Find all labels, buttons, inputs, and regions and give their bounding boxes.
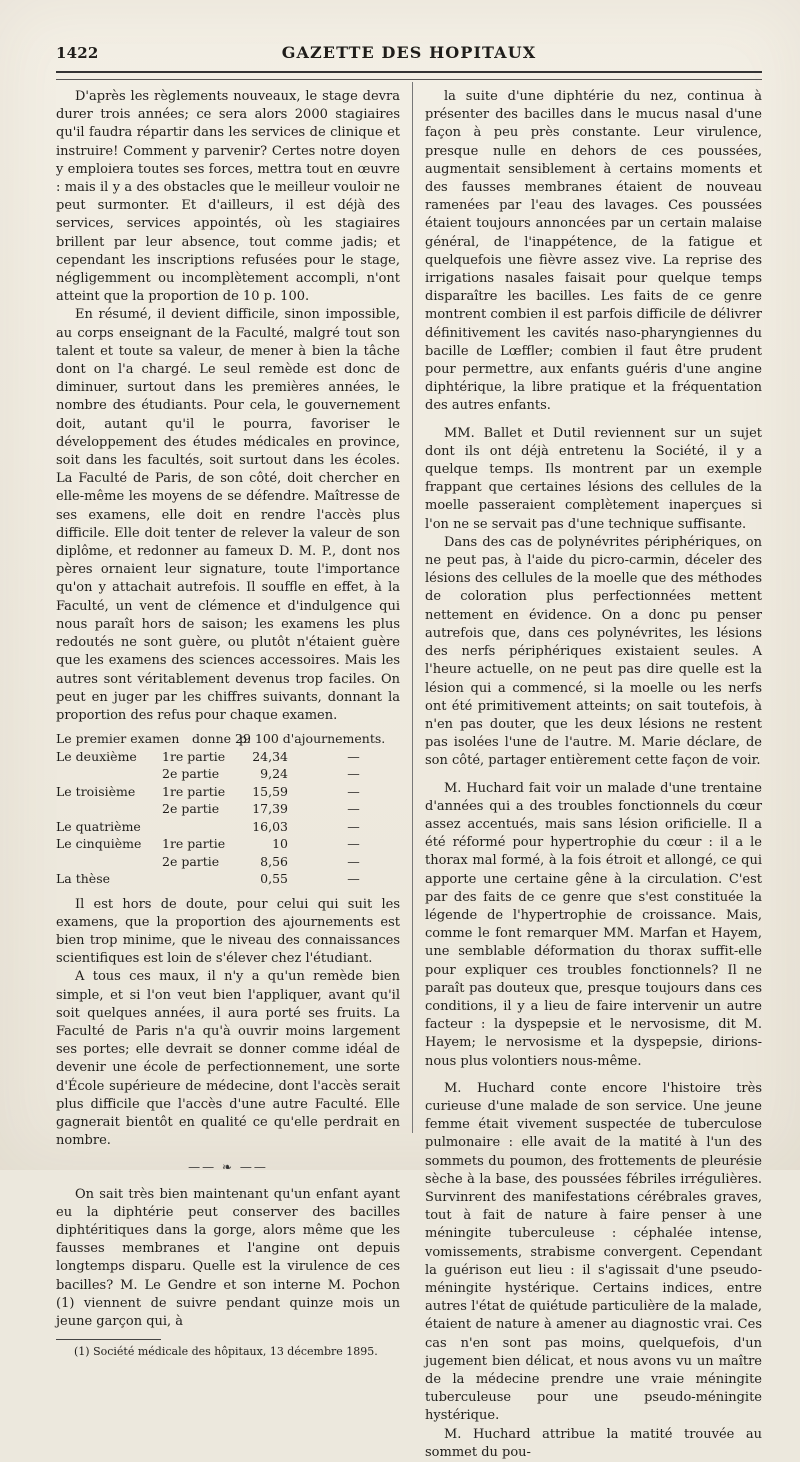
exam-row-fifth-part-two [56, 853, 400, 871]
exam-dash: — [347, 853, 360, 869]
article-paragraph: la suite d'une diphtérie du nez, continua à présenter des bacilles dans le mucus nasal d'une façon à peu près constante. Leur virulence, presque nulle en dehors de ces poussées, augmentait sensiblement à certains moments et des fausses membranes étaient de nouveau ramenées par l'eau des lavages. Ces poussées étaient toujours annoncées par un certain malaise général, de l'inappétence, de la fatigue et quelquefois une fièvre assez vive. La reprise des irrigations nasales faisait pour quelque temps disparaître les bacilles. Les faits de ce genre montrent combien il est parfois difficile de délivrer définitivement les cavités naso-pharyngiennes du bacille de Lœffler; combien il faut être prudent pour permettre, aux enfants guéris d'une angine diphtérique, la libre pratique et la fréquentation des autres enfants. [425, 89, 762, 414]
exam-dash: — [347, 871, 360, 887]
exam-value: 0,55 [260, 871, 288, 887]
footnote: (1) Société médicale des hôpitaux, 13 décembre 1895. [74, 1345, 378, 1359]
exam-dash: — [347, 783, 360, 799]
right-column [425, 88, 762, 1462]
section-ornament: —— ❧ —— [188, 1160, 268, 1175]
exam-value: 10 [272, 836, 288, 852]
paragraph-gap [425, 416, 762, 425]
exam-row-fourth [56, 818, 400, 836]
article-paragraph: Dans des cas de polynévrites périphériques, on ne peut pas, à l'aide du picro-carmin, déceler des lésions des cellules de la moelle que des méthodes de coloration plus perfectionnées mettent nettement en évidence. On a donc pu penser autrefois que, dans ces polynévrites, les lésions des nerfs périphériques existaient seules. A l'heure actuelle, on ne peut pas dire quelle est la lésion qui a commencé, si la moelle ou les nerfs ont été primitivement atteints; on sait toutefois, à n'en pas douter, que les deux lésions ne restent pas isolées l'une de l'autre. M. Marie déclare, de son côté, partager entièrement cette façon de voir. [425, 534, 762, 769]
article-paragraph: M. Huchard fait voir un malade d'une trentaine d'années qui a des troubles fonctionnels du cœur assez accentués, mais sans lésion orificielle. Il a été réformé pour hypertrophie du cœur : il a le thorax mal formé, à la fois étroit et allongé, ce qui apporte une certaine gêne à la circulation. C'est par des faits de ce genre que s'est constituée la légende de l'hypertrophie de croissance. Mais, comme le font remarquer MM. Marfan et Hayem, une semblable déformation du thorax suffit-elle pour expliquer ces troubles fonctionnels? Il ne paraît pas douteux que, presque toujours dans ces conditions, il y a lieu de faire intervenir un autre facteur : la dyspepsie et le nervosisme, dit M. Hayem; le nervosisme et la dyspepsie, dirions-nous plus volontiers nous-même. [425, 780, 762, 1069]
column-divider [412, 82, 413, 1133]
exam-row-fifth-part-one [56, 835, 400, 853]
exam-part: 2e partie [162, 853, 220, 869]
article-paragraph: M. Huchard conte encore l'histoire très curieuse d'une malade de son service. Une jeune femme était vivement suspectée de tuberculose pulmonaire : elle avait de la matité à l'un des sommets du poumon, des frottements de pleurésie sèche à la base, des poussées fébriles irrégulières. Survinrent des manifestations cérébrales graves, tout à fait de nature à faire penser à une méningite tuberculeuse : céphalée intense, vomissements, strabisme convergent. Cependant la guérison eut lieu : il s'agissait d'une pseudo-méningite hystérique. Certains indices, entre autres l'état de quiétude particulière de la malade, étaient de nature à amener au diagnostic vrai. Ces cas n'en sont pas moins, quelquefois, d'un jugement bien délicat, et nous avons vu un maître de la médecine prendre une vraie méningite tuberculeuse pour une pseudo-méningite hystérique. [425, 1080, 762, 1424]
exam-row-third-part-one [56, 783, 400, 801]
exam-part: 1re partie [162, 783, 226, 799]
exam-label: La thèse [56, 871, 111, 887]
exam-dash: — [347, 801, 360, 817]
exam-row-third-part-two [56, 800, 400, 818]
article-paragraph: D'après les règlements nouveaux, le stage devra durer trois années; ce sera alors 2000 stagiaires qu'il faudra répartir dans les services de clinique et instruire! Comment y parvenir? Certes notre doyen y emploiera toutes ses forces, mettra tout en œuvre : mais il y a des obstacles que le meilleur vouloir ne peut surmonter. Et d'ailleurs, il est déjà des services, services appointés, où les stagiaires brillent par leur absence, tout comme jadis; et cependant les inscriptions refusées pour le stage, négligemment ou incomplètement accompli, n'ont atteint que la proportion de 10 p. 100. [56, 89, 400, 305]
exam-part: 1re partie [162, 836, 226, 852]
exam-label: Le cinquième [56, 836, 142, 852]
exam-label: Le quatrième [56, 818, 141, 834]
exam-row-thesis [56, 870, 400, 888]
exam-value: 9,24 [260, 766, 288, 782]
article-paragraph: A tous ces maux, il n'y a qu'un remède bien simple, et si l'on veut bien l'appliquer, avant qu'il soit quelques années, il aura porté ses fruits. La Faculté de Paris n'a qu'à ouvrir moins largement ses portes; elle devrait se donner comme idéal de devenir une école de perfectionnement, une sorte d'École supérieure de médecine, dont l'accès serait plus difficile que l'accès d'une autre Faculté. Elle gagnerait bientôt en qualité ce qu'elle perdrait en nombre. [56, 969, 400, 1149]
exam-part: 2e partie [162, 801, 220, 817]
exam-suffix: p. 100 d'ajournements. [239, 731, 386, 747]
exam-part: 2e partie [162, 766, 220, 782]
exam-row-second-part-one [56, 748, 400, 766]
exam-row-second-part-two [56, 765, 400, 783]
exam-dash: — [347, 818, 360, 834]
exam-dash: — [347, 836, 360, 852]
exam-label: Le deuxième [56, 748, 137, 764]
exam-value: 8,56 [260, 853, 288, 869]
exam-value: 17,39 [252, 801, 288, 817]
exam-value: 16,03 [252, 818, 288, 834]
exam-label: Le troisième [56, 783, 136, 799]
exam-row-first [56, 730, 400, 748]
left-column [56, 88, 400, 1359]
article-paragraph: Il est hors de doute, pour celui qui suit les examens, que la proportion des ajournements est bien trop minime, que le niveau des connaissances scientifiques est loin de s'élever chez l'étudiant. [56, 896, 400, 967]
exam-statistics [56, 730, 400, 888]
journal-title: GAZETTE DES HOPITAUX [281, 43, 537, 62]
footnote-rule [56, 1339, 161, 1340]
paragraph-gap [425, 771, 762, 780]
exam-dash: — [347, 766, 360, 782]
article-paragraph: M. Huchard attribue la matité trouvée au sommet du pou- [425, 1426, 762, 1460]
exam-value: donne 29 [192, 731, 251, 747]
exam-label: Le premier examen [56, 731, 180, 747]
page-header [56, 41, 762, 65]
page-number: 1422 [56, 44, 99, 62]
exam-value: 15,59 [252, 783, 288, 799]
article-paragraph: MM. Ballet et Dutil reviennent sur un sujet dont ils ont déjà entretenu la Société, il y a quelque temps. Ils montrent par un exemple frappant que certaines lésions des cellules de la moelle passeraient complètement inaperçues si l'on ne se servait pas d'une technique suffisante. [425, 425, 762, 532]
exam-part: 1re partie [162, 748, 226, 764]
exam-dash: — [347, 748, 360, 764]
exam-value: 24,34 [252, 748, 288, 764]
paragraph-gap [425, 1071, 762, 1080]
article-paragraph: En résumé, il devient difficile, sinon impossible, au corps enseignant de la Faculté, malgré tout son talent et toute sa valeur, de mener à bien la tâche dont on l'a chargé. Le seul remède est donc de diminuer, surtout dans les premières années, le nombre des étudiants. Pour cela, le gouvernement doit, autant qu'il le pourra, favoriser le développement des études médicales en province, soit dans les facultés, soit surtout dans les écoles. La Faculté de Paris, de son côté, doit chercher en elle-même les moyens de se défendre. Maîtresse de ses examens, elle doit en rendre l'accès plus difficile. Elle doit tenter de relever la valeur de son diplôme, et redonner au fameux D. M. P., dont nos pères ornaient leur signature, toute l'importance qu'on y attachait autrefois. Il souffle en effet, à la Faculté, un vent de clémence et d'indulgence qui nous paraît hors de saison; les examens les plus redoutés ne sont guère, ou plutôt n'étaient guère que les examens des sciences accessoires. Mais les autres sont véritablement devenus trop faciles. On peut en juger par les chiffres suivants, donnant la proportion des refus pour chaque examen. [56, 307, 400, 723]
header-rule [56, 71, 762, 73]
header-subrule [56, 79, 762, 80]
article-paragraph: On sait très bien maintenant qu'un enfant ayant eu la diphtérie peut conserver des bacilles diphtéritiques dans la gorge, alors même que les fausses membranes et l'angine ont depuis longtemps disparu. Quelle est la virulence de ces bacilles? M. Le Gendre et son interne M. Pochon (1) viennent de suivre pendant quinze mois un jeune garçon qui, à [56, 1186, 400, 1330]
